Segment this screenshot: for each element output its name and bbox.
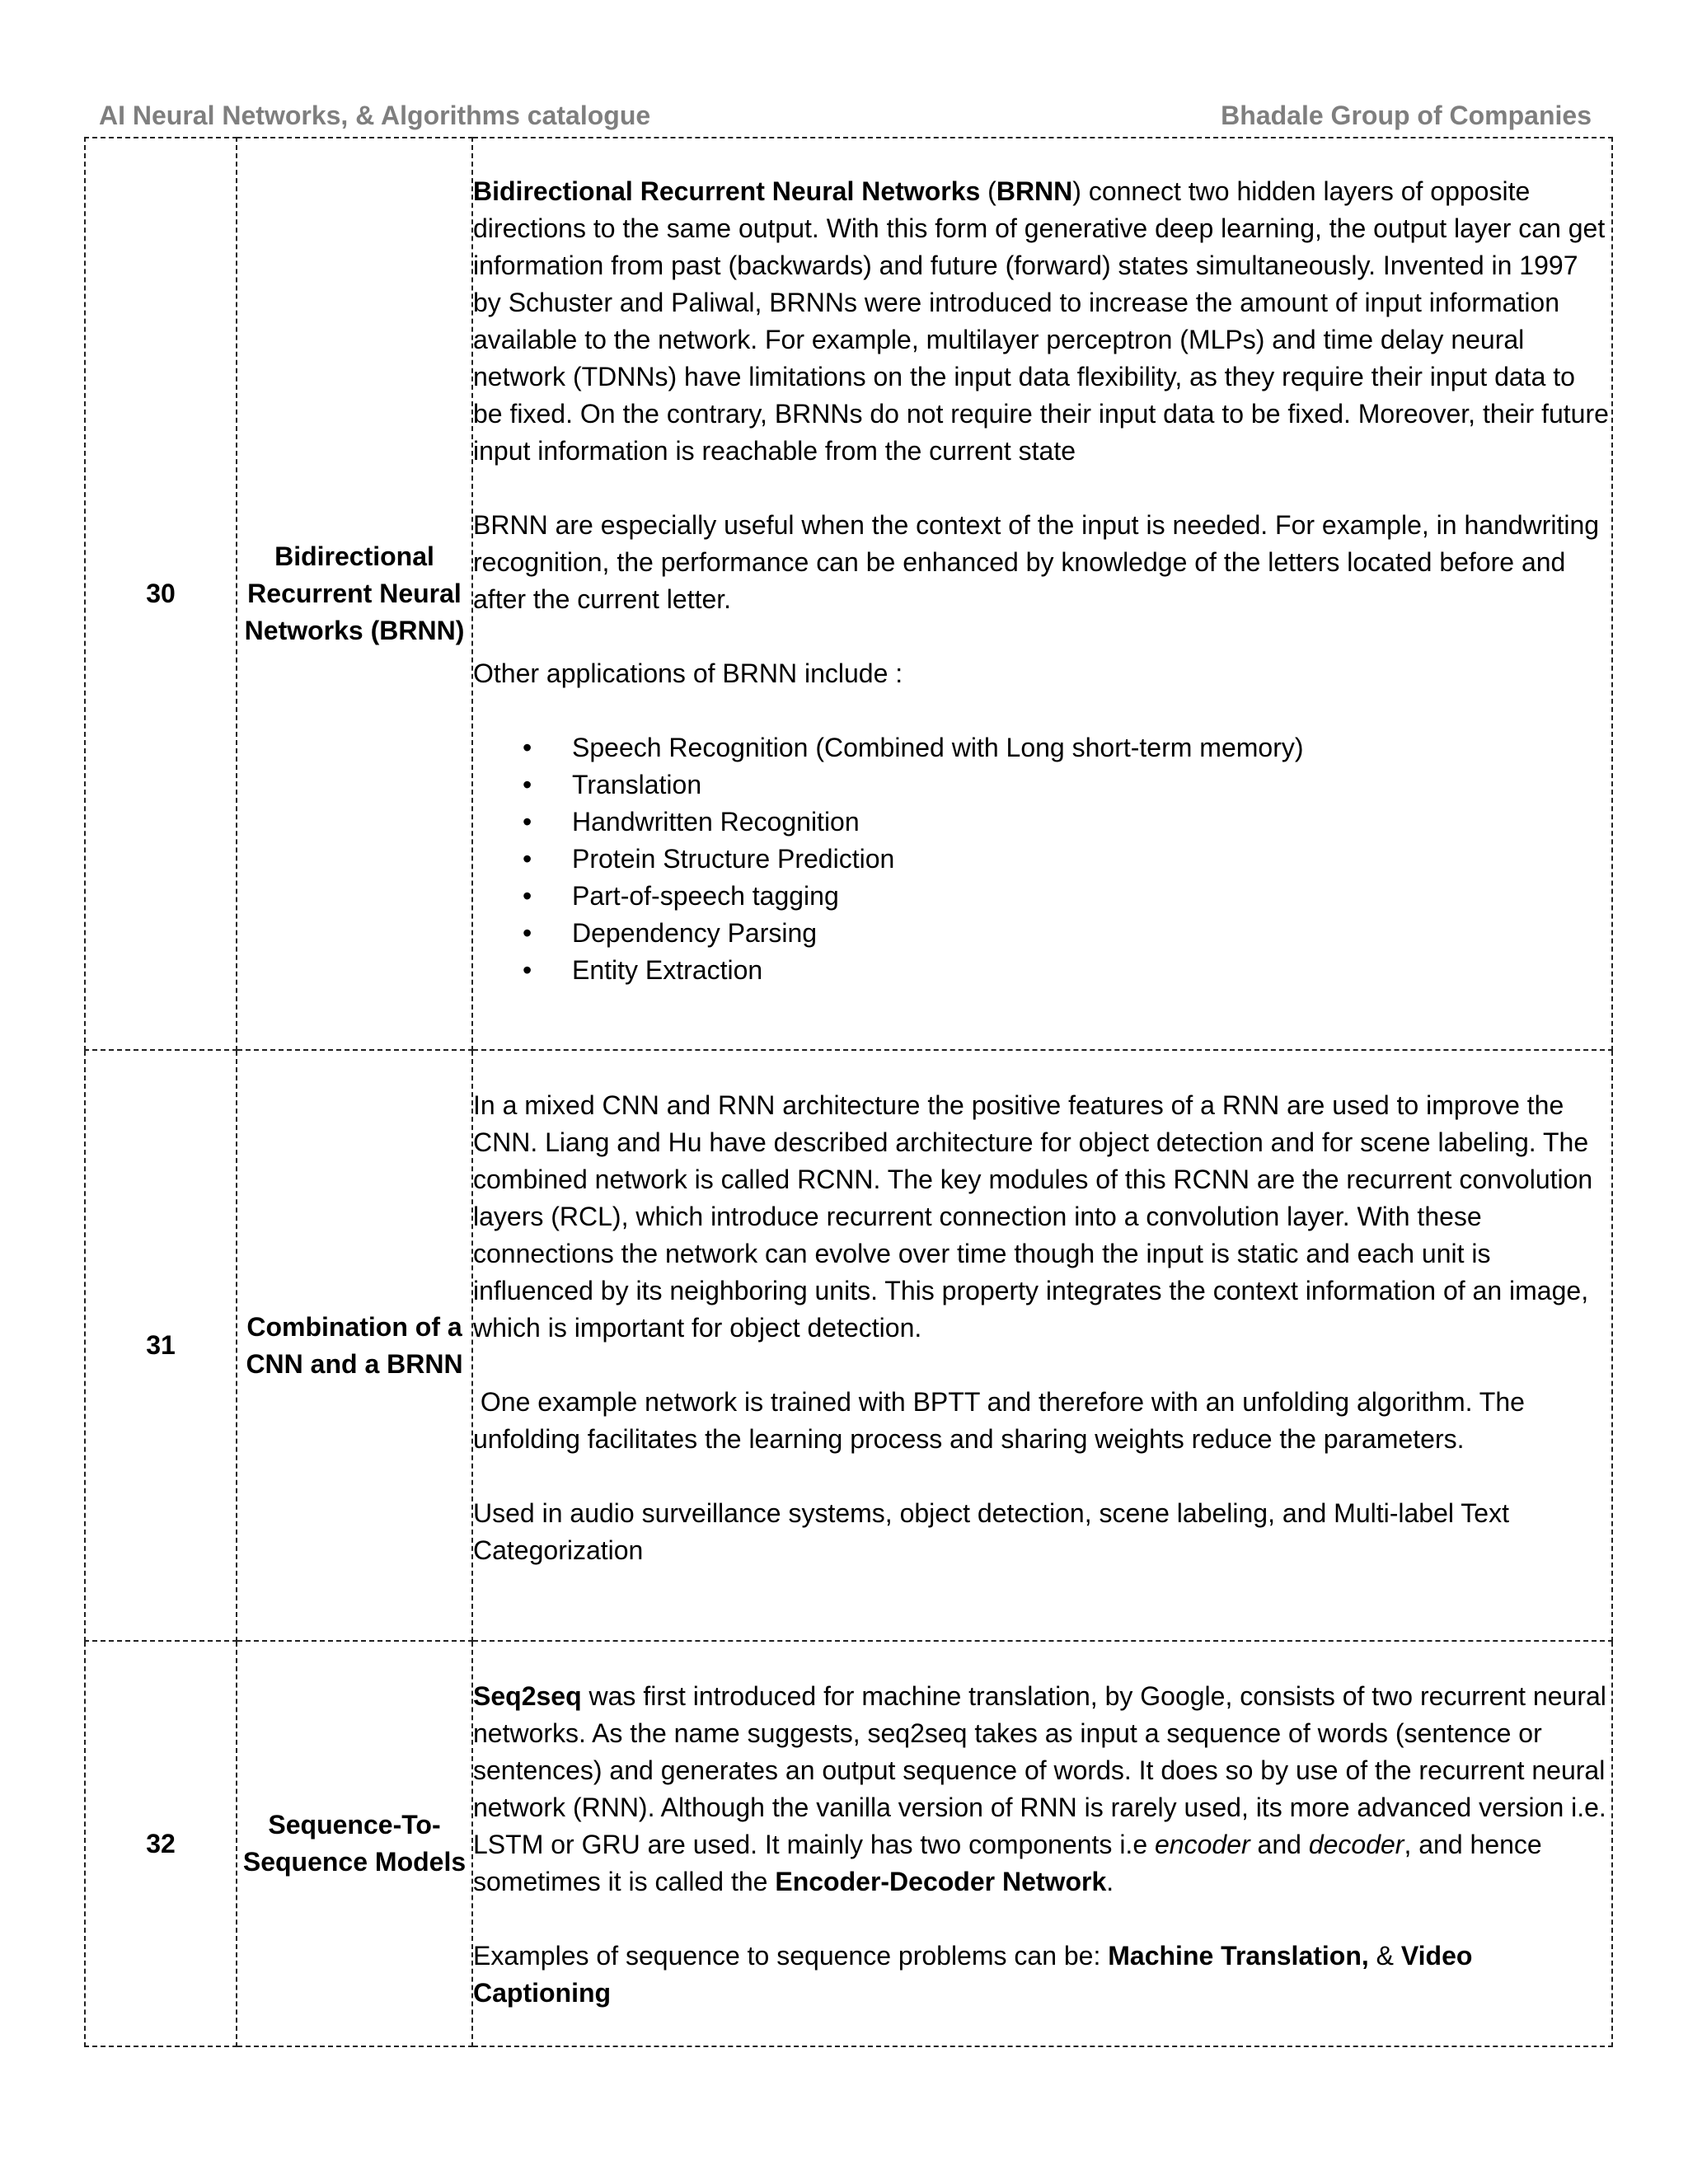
bold-term: Video Captioning xyxy=(473,1941,1473,2008)
bold-term: Seq2seq xyxy=(473,1681,582,1711)
algorithm-description xyxy=(472,138,1612,1050)
text-span: Examples of sequence to sequence problems can be: xyxy=(473,1941,1109,1971)
list-item: • Protein Structure Prediction xyxy=(572,841,1611,878)
italic-term: decoder xyxy=(1308,1830,1404,1859)
bold-term: BRNN xyxy=(996,176,1073,206)
text-span: ) connect two hidden layers of opposite directions to the same output. With this form of generative deep learning, the output layer can get information from past (backwards) and future (forward) states simultaneously. Invented in 1997 by Schuster and Paliwal, BRNNs were introduced to increase the amount of input information available to the network. For example, multilayer perceptron (MLPs) and time delay neural network (TDNNs) have limitations on the input data flexibility, as they require their input data to be fixed. On the contrary, BRNNs do not require their input data to be fixed. Moreover, their future input information is reachable from the current state xyxy=(473,176,1609,466)
description-paragraph: One example network is trained with BPTT and therefore with an unfolding algorithm. The unfolding facilitates the learning process and sharing weights reduce the parameters. xyxy=(473,1387,1532,1454)
table-row xyxy=(85,1050,1612,1641)
header-title: AI Neural Networks, & Algorithms catalogue xyxy=(99,101,651,130)
header-company: Bhadale Group of Companies xyxy=(1221,101,1592,130)
row-number: 32 xyxy=(85,1641,237,2046)
text-span: and xyxy=(1250,1830,1309,1859)
applications-list xyxy=(473,729,1611,989)
description-paragraph: BRNN are especially useful when the context of the input is needed. For example, in handwriting recognition, the performance can be enhanced by knowledge of the letters located before and after the current letter. xyxy=(473,510,1600,614)
page-header xyxy=(99,101,1592,137)
bold-term: Machine Translation, xyxy=(1108,1941,1369,1971)
text-span: was first introduced for machine translation, by Google, consists of two recurrent neural networks. As the name suggests, seq2seq takes as input a sequence of words (sentence or sentences) and generates an output sequence of words. It does so by use of the recurrent neural network (RNN). Although the vanilla version of RNN is rarely used, its more advanced version i.e. LSTM or GRU are used. It mainly has two components i.e xyxy=(473,1681,1606,1859)
description-paragraph: Other applications of BRNN include : xyxy=(473,658,903,688)
bold-term: Encoder-Decoder Network xyxy=(775,1867,1107,1896)
row-number: 30 xyxy=(85,138,237,1050)
list-item: • Dependency Parsing xyxy=(572,915,1611,952)
text-span: & xyxy=(1368,1941,1401,1971)
description-paragraph xyxy=(473,1938,1611,2012)
catalogue-table xyxy=(84,137,1613,2047)
description-paragraph xyxy=(473,1678,1611,1900)
description-paragraph: Used in audio surveillance systems, object detection, scene labeling, and Multi-label Text Categorization xyxy=(473,1498,1509,1565)
list-item: • Handwritten Recognition xyxy=(572,804,1611,841)
algorithm-description xyxy=(472,1641,1612,2046)
list-item: • Part-of-speech tagging xyxy=(572,878,1611,915)
description-paragraph xyxy=(473,173,1611,470)
list-item: • Translation xyxy=(572,766,1611,804)
list-item: • Speech Recognition (Combined with Long short-term memory) xyxy=(572,729,1611,766)
text-span: . xyxy=(1106,1867,1114,1896)
table-row xyxy=(85,138,1612,1050)
table-row xyxy=(85,1641,1612,2046)
algorithm-description xyxy=(472,1050,1612,1641)
algorithm-name: Combination of a CNN and a BRNN xyxy=(237,1050,472,1641)
row-number: 31 xyxy=(85,1050,237,1641)
text-span: , and hence sometimes it is called the xyxy=(473,1830,1542,1896)
algorithm-name: Sequence-To-Sequence Models xyxy=(237,1641,472,2046)
text-span: ( xyxy=(980,176,996,206)
description-paragraph: In a mixed CNN and RNN architecture the positive features of a RNN are used to improve the CNN. Liang and Hu have described architecture for object detection and for scene labeling. The combined network is called RCNN. The key modules of this RCNN are the recurrent convolution layers (RCL), which introduce recurrent connection into a convolution layer. With these connections the network can evolve over time though the input is static and each unit is influenced by its neighboring units. This property integrates the context information of an image, which is important for object detection. xyxy=(473,1090,1593,1343)
italic-term: encoder xyxy=(1155,1830,1250,1859)
list-item: • Entity Extraction xyxy=(572,952,1611,989)
bold-term: Bidirectional Recurrent Neural Networks xyxy=(473,176,981,206)
algorithm-name: Bidirectional Recurrent Neural Networks (BRNN) xyxy=(237,138,472,1050)
